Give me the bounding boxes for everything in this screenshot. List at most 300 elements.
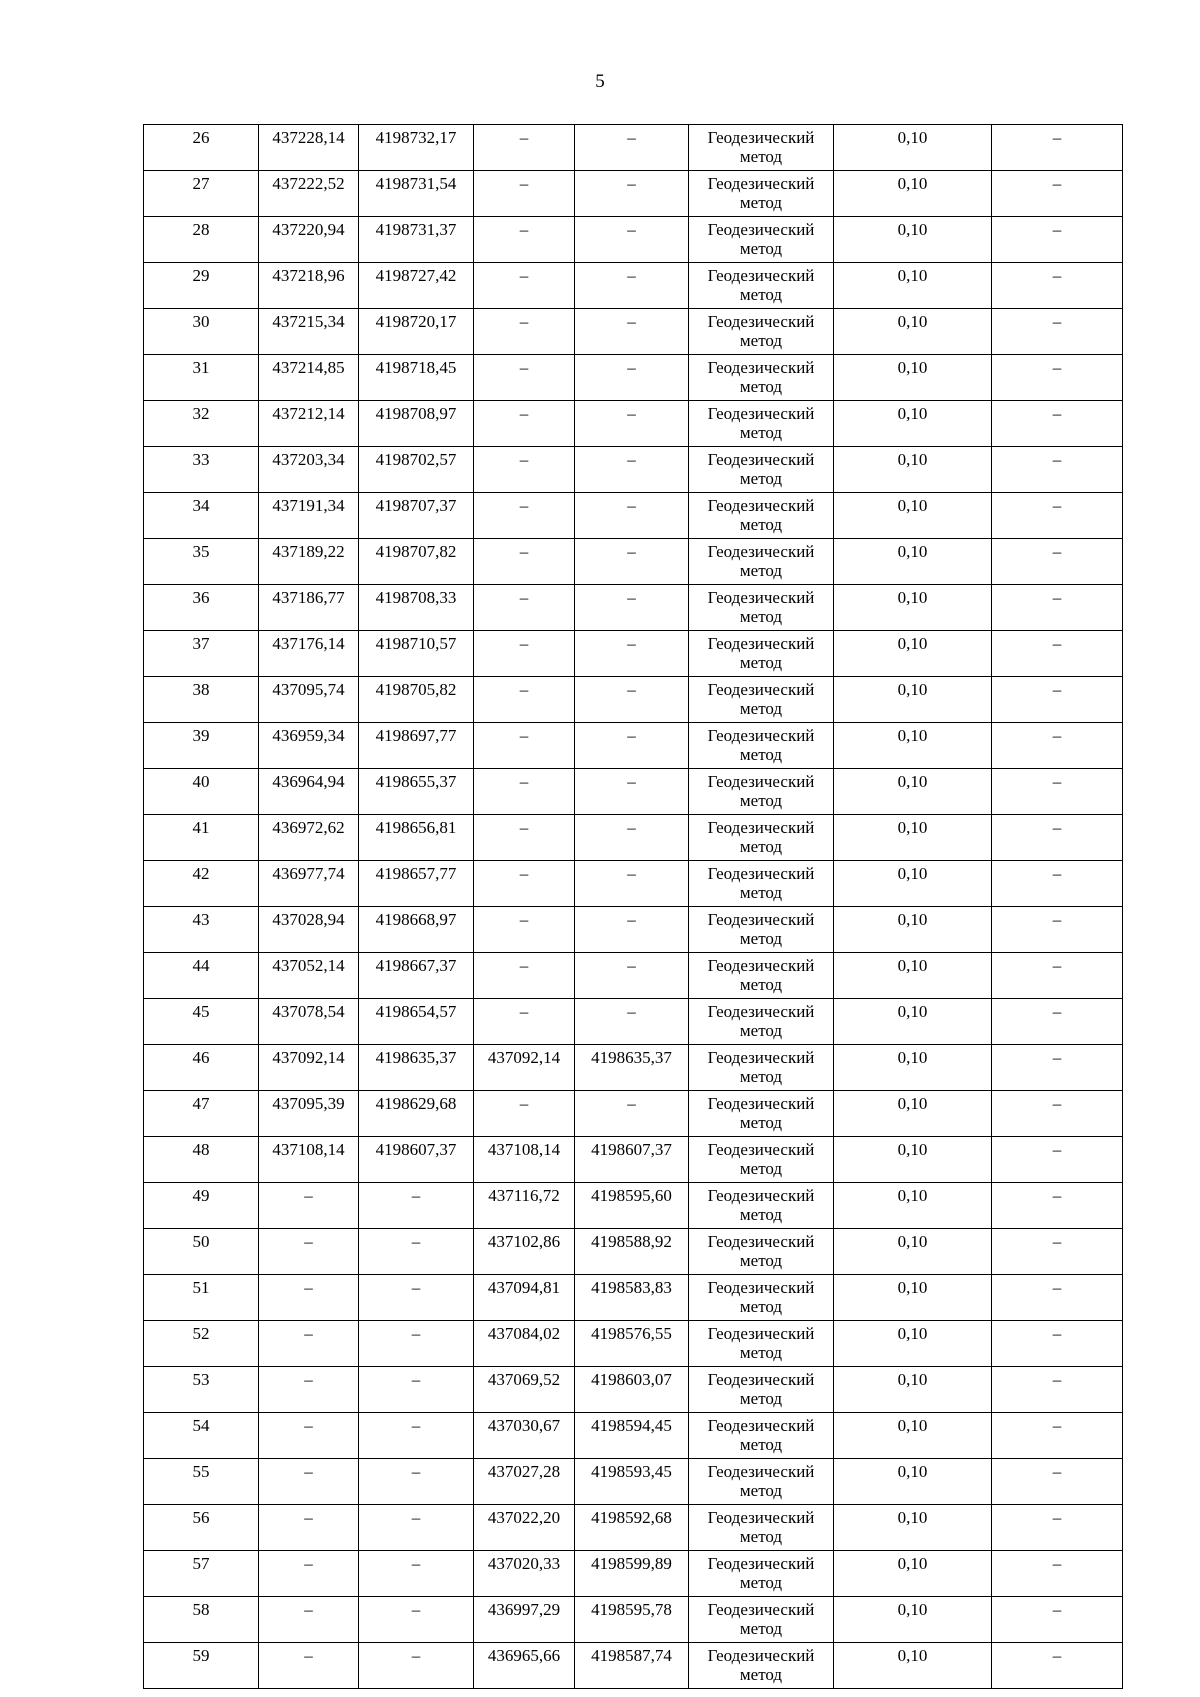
cell-new-x: – bbox=[474, 217, 575, 263]
cell-description: – bbox=[992, 1413, 1123, 1459]
cell-old-y: 4198705,82 bbox=[359, 677, 474, 723]
cell-old-x: 437212,14 bbox=[259, 401, 359, 447]
cell-old-y: – bbox=[359, 1275, 474, 1321]
cell-new-x: – bbox=[474, 401, 575, 447]
cell-old-y: – bbox=[359, 1551, 474, 1597]
cell-old-x: 437092,14 bbox=[259, 1045, 359, 1091]
cell-old-x: 437052,14 bbox=[259, 953, 359, 999]
cell-old-y: 4198654,57 bbox=[359, 999, 474, 1045]
cell-old-y: 4198668,97 bbox=[359, 907, 474, 953]
cell-new-y: 4198603,07 bbox=[575, 1367, 689, 1413]
cell-description: – bbox=[992, 1459, 1123, 1505]
cell-old-x: 437095,39 bbox=[259, 1091, 359, 1137]
cell-new-x: – bbox=[474, 493, 575, 539]
cell-new-x: 437094,81 bbox=[474, 1275, 575, 1321]
cell-new-y: – bbox=[575, 539, 689, 585]
cell-method: Геодезический метод bbox=[689, 585, 834, 631]
cell-new-x: – bbox=[474, 815, 575, 861]
cell-new-y: – bbox=[575, 171, 689, 217]
cell-new-y: – bbox=[575, 815, 689, 861]
cell-accuracy: 0,10 bbox=[834, 585, 992, 631]
cell-description: – bbox=[992, 401, 1123, 447]
cell-method: Геодезический метод bbox=[689, 447, 834, 493]
cell-old-x: 437186,77 bbox=[259, 585, 359, 631]
cell-new-x: – bbox=[474, 631, 575, 677]
cell-new-y: 4198588,92 bbox=[575, 1229, 689, 1275]
cell-new-y: – bbox=[575, 401, 689, 447]
cell-old-x: 437176,14 bbox=[259, 631, 359, 677]
cell-new-x: 437102,86 bbox=[474, 1229, 575, 1275]
cell-new-x: 437084,02 bbox=[474, 1321, 575, 1367]
cell-point-number: 29 bbox=[144, 263, 259, 309]
cell-point-number: 34 bbox=[144, 493, 259, 539]
cell-old-x: – bbox=[259, 1367, 359, 1413]
cell-accuracy: 0,10 bbox=[834, 125, 992, 171]
cell-old-y: 4198707,37 bbox=[359, 493, 474, 539]
cell-new-x: – bbox=[474, 953, 575, 999]
cell-description: – bbox=[992, 447, 1123, 493]
cell-description: – bbox=[992, 677, 1123, 723]
table-row bbox=[144, 1045, 1123, 1091]
cell-method: Геодезический метод bbox=[689, 1413, 834, 1459]
cell-accuracy: 0,10 bbox=[834, 1275, 992, 1321]
cell-new-x: – bbox=[474, 355, 575, 401]
cell-description: – bbox=[992, 1551, 1123, 1597]
cell-old-x: 437218,96 bbox=[259, 263, 359, 309]
cell-new-y: – bbox=[575, 769, 689, 815]
cell-method: Геодезический метод bbox=[689, 907, 834, 953]
table-row bbox=[144, 171, 1123, 217]
cell-old-x: – bbox=[259, 1597, 359, 1643]
cell-old-y: 4198707,82 bbox=[359, 539, 474, 585]
cell-new-x: – bbox=[474, 861, 575, 907]
cell-new-x: 437116,72 bbox=[474, 1183, 575, 1229]
cell-old-x: 437189,22 bbox=[259, 539, 359, 585]
table-row bbox=[144, 447, 1123, 493]
cell-point-number: 28 bbox=[144, 217, 259, 263]
table-row bbox=[144, 585, 1123, 631]
cell-new-x: 437069,52 bbox=[474, 1367, 575, 1413]
cell-new-y: 4198583,83 bbox=[575, 1275, 689, 1321]
table-row bbox=[144, 723, 1123, 769]
cell-accuracy: 0,10 bbox=[834, 861, 992, 907]
cell-old-x: 437108,14 bbox=[259, 1137, 359, 1183]
cell-old-x: – bbox=[259, 1413, 359, 1459]
cell-old-x: 436977,74 bbox=[259, 861, 359, 907]
cell-accuracy: 0,10 bbox=[834, 1045, 992, 1091]
cell-description: – bbox=[992, 309, 1123, 355]
cell-old-x: 436972,62 bbox=[259, 815, 359, 861]
cell-accuracy: 0,10 bbox=[834, 355, 992, 401]
cell-new-y: 4198592,68 bbox=[575, 1505, 689, 1551]
cell-description: – bbox=[992, 723, 1123, 769]
cell-new-x: – bbox=[474, 1091, 575, 1137]
cell-accuracy: 0,10 bbox=[834, 1643, 992, 1689]
cell-description: – bbox=[992, 1229, 1123, 1275]
cell-new-x: – bbox=[474, 263, 575, 309]
cell-old-x: – bbox=[259, 1183, 359, 1229]
cell-new-y: – bbox=[575, 309, 689, 355]
cell-point-number: 56 bbox=[144, 1505, 259, 1551]
cell-old-x: – bbox=[259, 1275, 359, 1321]
cell-accuracy: 0,10 bbox=[834, 723, 992, 769]
cell-old-x: 437191,34 bbox=[259, 493, 359, 539]
cell-new-y: – bbox=[575, 677, 689, 723]
cell-description: – bbox=[992, 1183, 1123, 1229]
cell-method: Геодезический метод bbox=[689, 263, 834, 309]
cell-method: Геодезический метод bbox=[689, 1183, 834, 1229]
cell-old-y: 4198629,68 bbox=[359, 1091, 474, 1137]
cell-old-y: 4198708,33 bbox=[359, 585, 474, 631]
cell-point-number: 40 bbox=[144, 769, 259, 815]
cell-method: Геодезический метод bbox=[689, 677, 834, 723]
cell-old-y: – bbox=[359, 1643, 474, 1689]
cell-new-x: – bbox=[474, 447, 575, 493]
cell-method: Геодезический метод bbox=[689, 1643, 834, 1689]
cell-method: Геодезический метод bbox=[689, 493, 834, 539]
table-row bbox=[144, 401, 1123, 447]
cell-old-x: 437222,52 bbox=[259, 171, 359, 217]
cell-old-x: 437203,34 bbox=[259, 447, 359, 493]
cell-method: Геодезический метод bbox=[689, 861, 834, 907]
cell-point-number: 42 bbox=[144, 861, 259, 907]
cell-accuracy: 0,10 bbox=[834, 263, 992, 309]
cell-point-number: 39 bbox=[144, 723, 259, 769]
cell-new-y: – bbox=[575, 447, 689, 493]
cell-new-y: 4198594,45 bbox=[575, 1413, 689, 1459]
cell-method: Геодезический метод bbox=[689, 171, 834, 217]
cell-old-y: – bbox=[359, 1321, 474, 1367]
cell-new-y: – bbox=[575, 355, 689, 401]
cell-method: Геодезический метод bbox=[689, 1275, 834, 1321]
cell-old-y: – bbox=[359, 1183, 474, 1229]
cell-point-number: 33 bbox=[144, 447, 259, 493]
cell-description: – bbox=[992, 263, 1123, 309]
table-row bbox=[144, 769, 1123, 815]
table-row bbox=[144, 1137, 1123, 1183]
cell-new-y: – bbox=[575, 953, 689, 999]
cell-old-y: – bbox=[359, 1367, 474, 1413]
cell-accuracy: 0,10 bbox=[834, 309, 992, 355]
cell-method: Геодезический метод bbox=[689, 355, 834, 401]
cell-method: Геодезический метод bbox=[689, 953, 834, 999]
cell-point-number: 58 bbox=[144, 1597, 259, 1643]
cell-new-x: – bbox=[474, 309, 575, 355]
cell-new-x: 436965,66 bbox=[474, 1643, 575, 1689]
cell-new-x: 437108,14 bbox=[474, 1137, 575, 1183]
cell-old-x: 436959,34 bbox=[259, 723, 359, 769]
cell-method: Геодезический метод bbox=[689, 1597, 834, 1643]
cell-method: Геодезический метод bbox=[689, 309, 834, 355]
cell-old-y: 4198710,57 bbox=[359, 631, 474, 677]
page-number: 5 bbox=[595, 71, 605, 92]
cell-new-y: – bbox=[575, 907, 689, 953]
table-row bbox=[144, 1091, 1123, 1137]
cell-new-y: – bbox=[575, 999, 689, 1045]
cell-description: – bbox=[992, 907, 1123, 953]
table-row bbox=[144, 539, 1123, 585]
cell-method: Геодезический метод bbox=[689, 631, 834, 677]
cell-method: Геодезический метод bbox=[689, 999, 834, 1045]
cell-point-number: 43 bbox=[144, 907, 259, 953]
cell-point-number: 53 bbox=[144, 1367, 259, 1413]
cell-accuracy: 0,10 bbox=[834, 677, 992, 723]
cell-new-y: 4198635,37 bbox=[575, 1045, 689, 1091]
cell-method: Геодезический метод bbox=[689, 1137, 834, 1183]
cell-accuracy: 0,10 bbox=[834, 1183, 992, 1229]
cell-old-x: 437028,94 bbox=[259, 907, 359, 953]
cell-accuracy: 0,10 bbox=[834, 217, 992, 263]
cell-old-y: – bbox=[359, 1505, 474, 1551]
table-row bbox=[144, 1229, 1123, 1275]
cell-old-y: 4198732,17 bbox=[359, 125, 474, 171]
table-row bbox=[144, 1551, 1123, 1597]
table-row bbox=[144, 217, 1123, 263]
cell-accuracy: 0,10 bbox=[834, 1367, 992, 1413]
cell-new-y: – bbox=[575, 723, 689, 769]
cell-point-number: 46 bbox=[144, 1045, 259, 1091]
cell-new-y: – bbox=[575, 585, 689, 631]
cell-point-number: 55 bbox=[144, 1459, 259, 1505]
cell-accuracy: 0,10 bbox=[834, 171, 992, 217]
cell-old-y: – bbox=[359, 1597, 474, 1643]
cell-new-x: – bbox=[474, 539, 575, 585]
cell-description: – bbox=[992, 1137, 1123, 1183]
cell-point-number: 59 bbox=[144, 1643, 259, 1689]
cell-description: – bbox=[992, 217, 1123, 263]
table-row bbox=[144, 309, 1123, 355]
cell-new-y: – bbox=[575, 861, 689, 907]
cell-point-number: 32 bbox=[144, 401, 259, 447]
cell-accuracy: 0,10 bbox=[834, 1505, 992, 1551]
cell-description: – bbox=[992, 1597, 1123, 1643]
cell-description: – bbox=[992, 1275, 1123, 1321]
cell-new-y: 4198595,60 bbox=[575, 1183, 689, 1229]
table-row bbox=[144, 1275, 1123, 1321]
cell-old-y: 4198635,37 bbox=[359, 1045, 474, 1091]
cell-description: – bbox=[992, 999, 1123, 1045]
cell-new-y: 4198607,37 bbox=[575, 1137, 689, 1183]
cell-new-x: – bbox=[474, 999, 575, 1045]
cell-old-y: – bbox=[359, 1459, 474, 1505]
cell-old-x: – bbox=[259, 1321, 359, 1367]
cell-accuracy: 0,10 bbox=[834, 539, 992, 585]
cell-method: Геодезический метод bbox=[689, 1459, 834, 1505]
cell-method: Геодезический метод bbox=[689, 1045, 834, 1091]
cell-point-number: 47 bbox=[144, 1091, 259, 1137]
cell-new-y: – bbox=[575, 631, 689, 677]
cell-point-number: 35 bbox=[144, 539, 259, 585]
cell-point-number: 57 bbox=[144, 1551, 259, 1597]
cell-accuracy: 0,10 bbox=[834, 447, 992, 493]
cell-accuracy: 0,10 bbox=[834, 1551, 992, 1597]
cell-point-number: 54 bbox=[144, 1413, 259, 1459]
cell-accuracy: 0,10 bbox=[834, 493, 992, 539]
cell-accuracy: 0,10 bbox=[834, 999, 992, 1045]
cell-method: Геодезический метод bbox=[689, 769, 834, 815]
cell-old-x: 437228,14 bbox=[259, 125, 359, 171]
cell-accuracy: 0,10 bbox=[834, 1413, 992, 1459]
table-row bbox=[144, 1597, 1123, 1643]
table-row bbox=[144, 631, 1123, 677]
table-row bbox=[144, 1413, 1123, 1459]
cell-accuracy: 0,10 bbox=[834, 1137, 992, 1183]
cell-new-y: 4198576,55 bbox=[575, 1321, 689, 1367]
cell-old-y: 4198718,45 bbox=[359, 355, 474, 401]
table-row bbox=[144, 1367, 1123, 1413]
cell-description: – bbox=[992, 1045, 1123, 1091]
cell-accuracy: 0,10 bbox=[834, 907, 992, 953]
cell-description: – bbox=[992, 1367, 1123, 1413]
cell-new-y: 4198595,78 bbox=[575, 1597, 689, 1643]
cell-old-x: 436964,94 bbox=[259, 769, 359, 815]
cell-new-x: 437027,28 bbox=[474, 1459, 575, 1505]
table-row bbox=[144, 1505, 1123, 1551]
cell-new-x: 437020,33 bbox=[474, 1551, 575, 1597]
cell-new-x: – bbox=[474, 585, 575, 631]
cell-old-y: 4198727,42 bbox=[359, 263, 474, 309]
cell-old-x: 437215,34 bbox=[259, 309, 359, 355]
cell-point-number: 50 bbox=[144, 1229, 259, 1275]
cell-old-x: 437078,54 bbox=[259, 999, 359, 1045]
table-row bbox=[144, 861, 1123, 907]
table-row bbox=[144, 1459, 1123, 1505]
cell-new-y: 4198593,45 bbox=[575, 1459, 689, 1505]
cell-description: – bbox=[992, 631, 1123, 677]
cell-description: – bbox=[992, 769, 1123, 815]
cell-new-y: – bbox=[575, 493, 689, 539]
cell-description: – bbox=[992, 171, 1123, 217]
cell-accuracy: 0,10 bbox=[834, 1459, 992, 1505]
cell-old-x: – bbox=[259, 1229, 359, 1275]
cell-description: – bbox=[992, 585, 1123, 631]
cell-new-y: 4198599,89 bbox=[575, 1551, 689, 1597]
cell-accuracy: 0,10 bbox=[834, 769, 992, 815]
cell-method: Геодезический метод bbox=[689, 1091, 834, 1137]
cell-description: – bbox=[992, 1091, 1123, 1137]
table-row bbox=[144, 1183, 1123, 1229]
table-row bbox=[144, 125, 1123, 171]
cell-method: Геодезический метод bbox=[689, 125, 834, 171]
cell-accuracy: 0,10 bbox=[834, 1091, 992, 1137]
cell-method: Геодезический метод bbox=[689, 815, 834, 861]
cell-point-number: 48 bbox=[144, 1137, 259, 1183]
cell-old-x: – bbox=[259, 1643, 359, 1689]
cell-description: – bbox=[992, 953, 1123, 999]
cell-old-y: 4198667,37 bbox=[359, 953, 474, 999]
cell-old-y: 4198607,37 bbox=[359, 1137, 474, 1183]
cell-description: – bbox=[992, 539, 1123, 585]
cell-old-y: 4198708,97 bbox=[359, 401, 474, 447]
cell-old-y: 4198731,37 bbox=[359, 217, 474, 263]
table-row bbox=[144, 263, 1123, 309]
cell-new-x: – bbox=[474, 125, 575, 171]
cell-old-y: 4198697,77 bbox=[359, 723, 474, 769]
cell-method: Геодезический метод bbox=[689, 1229, 834, 1275]
cell-description: – bbox=[992, 125, 1123, 171]
cell-old-y: 4198657,77 bbox=[359, 861, 474, 907]
cell-description: – bbox=[992, 1643, 1123, 1689]
cell-new-y: – bbox=[575, 263, 689, 309]
cell-accuracy: 0,10 bbox=[834, 953, 992, 999]
cell-accuracy: 0,10 bbox=[834, 1321, 992, 1367]
cell-method: Геодезический метод bbox=[689, 539, 834, 585]
cell-new-y: – bbox=[575, 125, 689, 171]
cell-point-number: 45 bbox=[144, 999, 259, 1045]
cell-old-x: 437214,85 bbox=[259, 355, 359, 401]
cell-point-number: 26 bbox=[144, 125, 259, 171]
cell-accuracy: 0,10 bbox=[834, 401, 992, 447]
cell-new-x: – bbox=[474, 769, 575, 815]
cell-description: – bbox=[992, 815, 1123, 861]
cell-new-y: – bbox=[575, 1091, 689, 1137]
cell-new-x: 436997,29 bbox=[474, 1597, 575, 1643]
cell-description: – bbox=[992, 861, 1123, 907]
cell-description: – bbox=[992, 355, 1123, 401]
coordinates-table bbox=[143, 124, 1123, 1689]
table-row bbox=[144, 355, 1123, 401]
table-row bbox=[144, 999, 1123, 1045]
cell-new-x: – bbox=[474, 907, 575, 953]
cell-point-number: 31 bbox=[144, 355, 259, 401]
cell-point-number: 27 bbox=[144, 171, 259, 217]
cell-accuracy: 0,10 bbox=[834, 631, 992, 677]
cell-description: – bbox=[992, 1321, 1123, 1367]
cell-old-x: 437220,94 bbox=[259, 217, 359, 263]
cell-new-x: 437030,67 bbox=[474, 1413, 575, 1459]
cell-new-x: – bbox=[474, 723, 575, 769]
cell-point-number: 52 bbox=[144, 1321, 259, 1367]
cell-method: Геодезический метод bbox=[689, 1551, 834, 1597]
cell-point-number: 51 bbox=[144, 1275, 259, 1321]
table-row bbox=[144, 1321, 1123, 1367]
cell-description: – bbox=[992, 1505, 1123, 1551]
table-body bbox=[144, 125, 1123, 1689]
cell-method: Геодезический метод bbox=[689, 1367, 834, 1413]
table-row bbox=[144, 1643, 1123, 1689]
cell-accuracy: 0,10 bbox=[834, 1597, 992, 1643]
cell-accuracy: 0,10 bbox=[834, 1229, 992, 1275]
cell-point-number: 30 bbox=[144, 309, 259, 355]
cell-accuracy: 0,10 bbox=[834, 815, 992, 861]
cell-new-x: 437092,14 bbox=[474, 1045, 575, 1091]
cell-old-x: – bbox=[259, 1551, 359, 1597]
cell-point-number: 44 bbox=[144, 953, 259, 999]
cell-old-y: 4198731,54 bbox=[359, 171, 474, 217]
cell-old-y: 4198655,37 bbox=[359, 769, 474, 815]
cell-point-number: 36 bbox=[144, 585, 259, 631]
cell-old-x: – bbox=[259, 1505, 359, 1551]
table-row bbox=[144, 953, 1123, 999]
cell-new-y: – bbox=[575, 217, 689, 263]
cell-description: – bbox=[992, 493, 1123, 539]
cell-old-y: – bbox=[359, 1413, 474, 1459]
cell-old-x: – bbox=[259, 1459, 359, 1505]
cell-new-x: 437022,20 bbox=[474, 1505, 575, 1551]
cell-point-number: 41 bbox=[144, 815, 259, 861]
cell-old-y: 4198656,81 bbox=[359, 815, 474, 861]
cell-method: Геодезический метод bbox=[689, 723, 834, 769]
cell-new-x: – bbox=[474, 171, 575, 217]
cell-new-y: 4198587,74 bbox=[575, 1643, 689, 1689]
table-row bbox=[144, 907, 1123, 953]
cell-new-x: – bbox=[474, 677, 575, 723]
cell-point-number: 49 bbox=[144, 1183, 259, 1229]
table-row bbox=[144, 815, 1123, 861]
cell-method: Геодезический метод bbox=[689, 401, 834, 447]
cell-method: Геодезический метод bbox=[689, 217, 834, 263]
cell-old-y: 4198702,57 bbox=[359, 447, 474, 493]
